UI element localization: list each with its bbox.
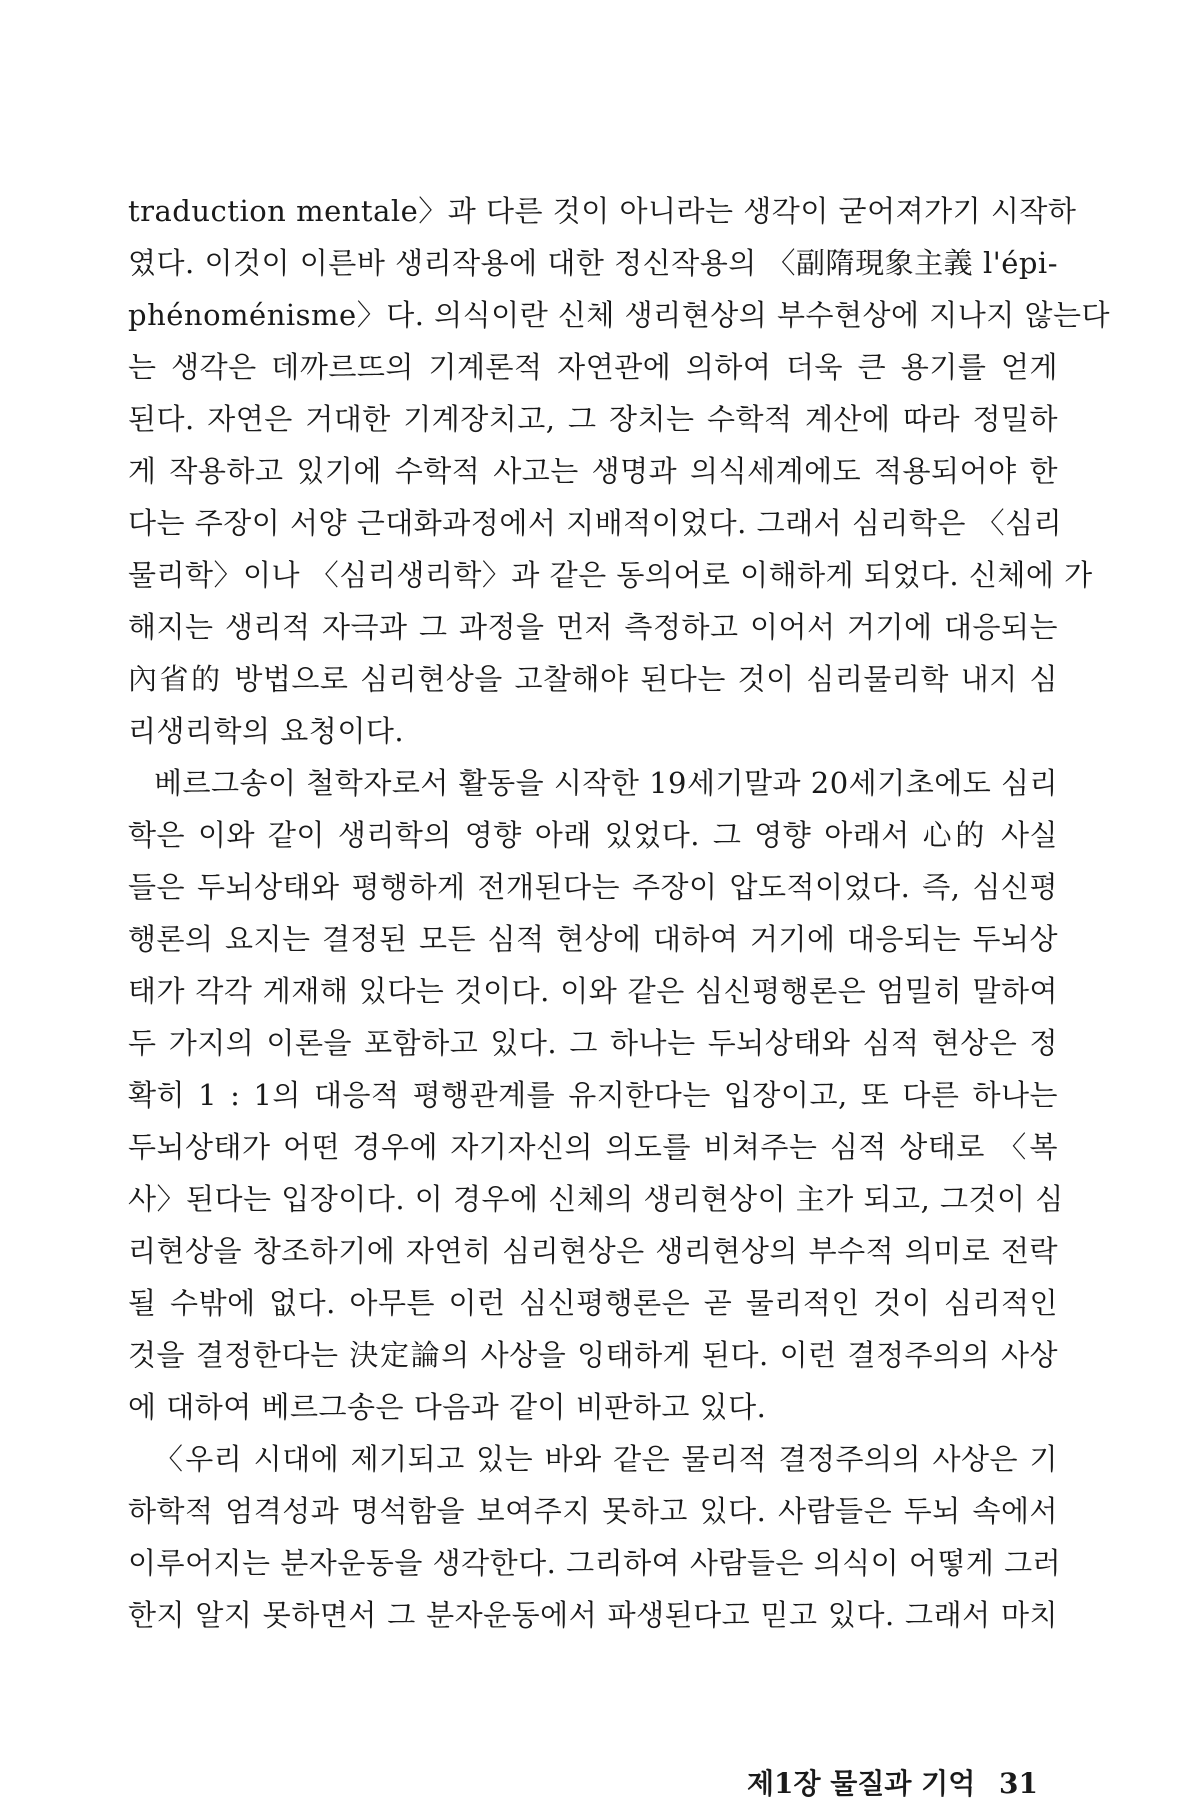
text-line: 물리학〉이나 〈심리생리학〉과 같은 동의어로 이해하게 되었다. 신체에 가: [128, 558, 1093, 592]
text-line: 하학적 엄격성과 명석함을 보여주지 못하고 있다. 사람들은 두뇌 속에서: [128, 1494, 1058, 1528]
text-line: 에 대하여 베르그송은 다음과 같이 비판하고 있다.: [128, 1390, 767, 1424]
text-line: 베르그송이 철학자로서 활동을 시작한 19세기말과 20세기초에도 심리: [154, 766, 1058, 800]
text-line: 게 작용하고 있기에 수학적 사고는 생명과 의식세계에도 적용되어야 한: [128, 454, 1058, 488]
text-line: 한지 알지 못하면서 그 분자운동에서 파생된다고 믿고 있다. 그래서 마치: [128, 1598, 1058, 1632]
text-line: 두뇌상태가 어떤 경우에 자기자신의 의도를 비쳐주는 심적 상태로 〈복: [128, 1130, 1058, 1164]
text-line: 다는 주장이 서양 근대화과정에서 지배적이었다. 그래서 심리학은 〈심리: [128, 506, 1063, 540]
text-line: 확히 1 : 1의 대응적 평행관계를 유지한다는 입장이고, 또 다른 하나는: [128, 1078, 1058, 1112]
text-line: 는 생각은 데까르뜨의 기계론적 자연관에 의하여 더욱 큰 용기를 얻게: [128, 350, 1058, 384]
text-line: 것을 결정한다는 決定論의 사상을 잉태하게 된다. 이런 결정주의의 사상: [128, 1338, 1058, 1372]
text-line: 된다. 자연은 거대한 기계장치고, 그 장치는 수학적 계산에 따라 정밀하: [128, 402, 1058, 436]
text-line: 들은 두뇌상태와 평행하게 전개된다는 주장이 압도적이었다. 즉, 심신평: [128, 870, 1058, 904]
text-line: 사〉된다는 입장이다. 이 경우에 신체의 생리현상이 主가 되고, 그것이 심: [128, 1182, 1064, 1216]
text-line: 內省的 방법으로 심리현상을 고찰해야 된다는 것이 심리물리학 내지 심: [128, 662, 1058, 696]
text-line: 였다. 이것이 이른바 생리작용에 대한 정신작용의 〈副隋現象主義 l'épi-: [128, 246, 1058, 280]
text-line: 학은 이와 같이 생리학의 영향 아래 있었다. 그 영향 아래서 心的 사실: [128, 818, 1058, 852]
body-text: [128, 185, 1111, 1641]
text-line: 두 가지의 이론을 포함하고 있다. 그 하나는 두뇌상태와 심적 현상은 정: [128, 1026, 1058, 1060]
text-line: 태가 각각 게재해 있다는 것이다. 이와 같은 심신평행론은 엄밀히 말하여: [128, 974, 1058, 1008]
text-line: 리생리학의 요청이다.: [128, 714, 405, 748]
chapter-title: 제1장 물질과 기억: [746, 1767, 976, 1800]
page-footer: [747, 1762, 1038, 1802]
text-line: 이루어지는 분자운동을 생각한다. 그리하여 사람들은 의식이 어떻게 그러: [128, 1546, 1062, 1580]
text-line: 해지는 생리적 자극과 그 과정을 먼저 측정하고 이어서 거기에 대응되는: [128, 610, 1058, 644]
page-number: 31: [999, 1767, 1038, 1800]
text-line: phénoménisme〉다. 의식이란 신체 생리현상의 부수현상에 지나지 않는다: [128, 298, 1111, 332]
text-line: 될 수밖에 없다. 아무튼 이런 심신평행론은 곧 물리적인 것이 심리적인: [128, 1286, 1058, 1320]
text-line: 행론의 요지는 결정된 모든 심적 현상에 대하여 거기에 대응되는 두뇌상: [128, 922, 1058, 956]
text-line: traduction mentale〉과 다른 것이 아니라는 생각이 굳어져가기 시작하: [128, 194, 1077, 228]
text-line: 〈우리 시대에 제기되고 있는 바와 같은 물리적 결정주의의 사상은 기: [154, 1442, 1058, 1476]
text-line: 리현상을 창조하기에 자연히 심리현상은 생리현상의 부수적 의미로 전락: [128, 1234, 1058, 1268]
